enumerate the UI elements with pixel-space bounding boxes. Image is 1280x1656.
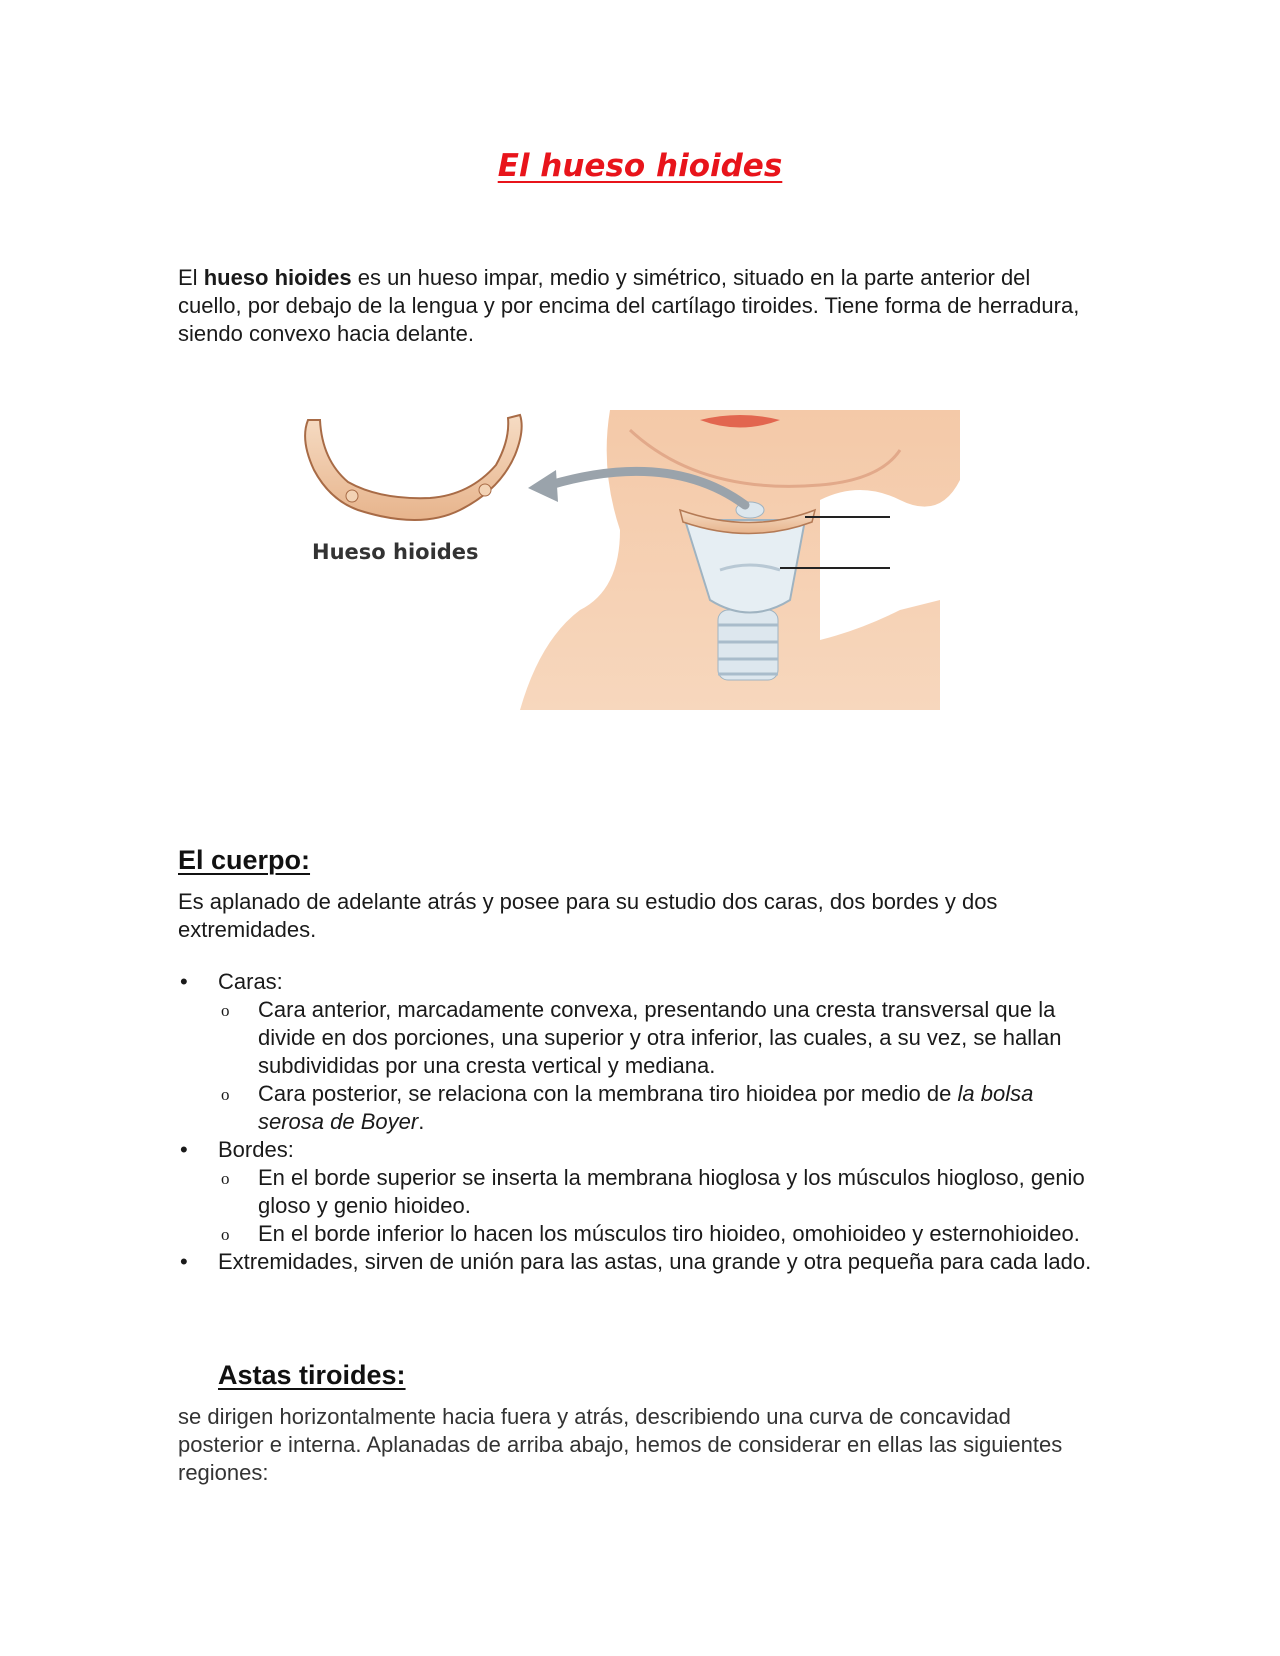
list-subitem	[178, 1164, 1098, 1220]
list-item-cara-posterior: Cara posterior, se relaciona con la membrana tiro hioidea por medio de	[258, 1081, 958, 1106]
figure-label: Hueso hioides	[312, 540, 479, 564]
list-item-bordes: Bordes:	[218, 1137, 294, 1162]
intro-paragraph	[178, 264, 1098, 348]
list-item	[178, 1136, 1098, 1164]
list-item-borde-superior: En el borde superior se inserta la membrana hioglosa y los músculos hiogloso, genio gloso y genio hioideo.	[258, 1165, 1085, 1218]
list-item	[178, 1248, 1098, 1276]
list-subitem	[178, 996, 1098, 1080]
bullet: •	[180, 1137, 188, 1162]
cuerpo-list	[178, 968, 1098, 1276]
list-item-borde-inferior: En el borde inferior lo hacen los músculos tiro hioideo, omohioideo y esternohioideo.	[258, 1221, 1080, 1246]
page-title: El hueso hioides	[497, 148, 783, 184]
list-item	[178, 968, 1098, 996]
intro-bold-term: hueso hioides	[203, 265, 352, 290]
bullet: •	[180, 1249, 188, 1274]
intro-rest: es un hueso impar, medio y simétrico, situado en la parte anterior del cuello, por debajo de la lengua y por encima del cartílago tiroides. Tiene forma de herradura, siendo convexo hacia delante.	[178, 265, 1080, 346]
sub-bullet: o	[221, 1225, 230, 1244]
sub-bullet: o	[221, 1169, 230, 1188]
sub-bullet: o	[221, 1085, 230, 1104]
trachea	[718, 610, 778, 680]
list-item-extremidades: Extremidades, sirven de unión para las astas, una grande y otra pequeña para cada lado.	[218, 1249, 1092, 1274]
list-item-caras: Caras:	[218, 969, 283, 994]
period: .	[418, 1109, 425, 1134]
astas-paragraph: se dirigen horizontalmente hacia fuera y atrás, describiendo una curva de concavidad posterior e interna. Aplanadas de arriba abajo, hemos de considerar en ellas las siguientes regiones:	[178, 1404, 1063, 1485]
italic-term: la bolsa serosa de Boyer	[258, 1081, 1034, 1134]
bullet: •	[180, 969, 188, 994]
hyoid-illustration	[300, 410, 1000, 710]
arrow-head	[528, 470, 558, 502]
sub-bullet: o	[221, 1001, 230, 1020]
heading-astas: Astas tiroides:	[218, 1360, 406, 1390]
list-subitem	[178, 1080, 1098, 1136]
intro-lead: El	[178, 265, 204, 290]
hyoid-large	[305, 415, 522, 520]
heading-cuerpo: El cuerpo:	[178, 845, 311, 875]
list-subitem	[178, 1220, 1098, 1248]
cuerpo-paragraph: Es aplanado de adelante atrás y posee para su estudio dos caras, dos bordes y dos extremidades.	[178, 889, 998, 942]
list-item-cara-anterior: Cara anterior, marcadamente convexa, presentando una cresta transversal que la divide en dos porciones, una superior y otra inferior, las cuales, a su vez, se hallan subdivididas por una cresta vertical y mediana.	[258, 997, 1062, 1078]
